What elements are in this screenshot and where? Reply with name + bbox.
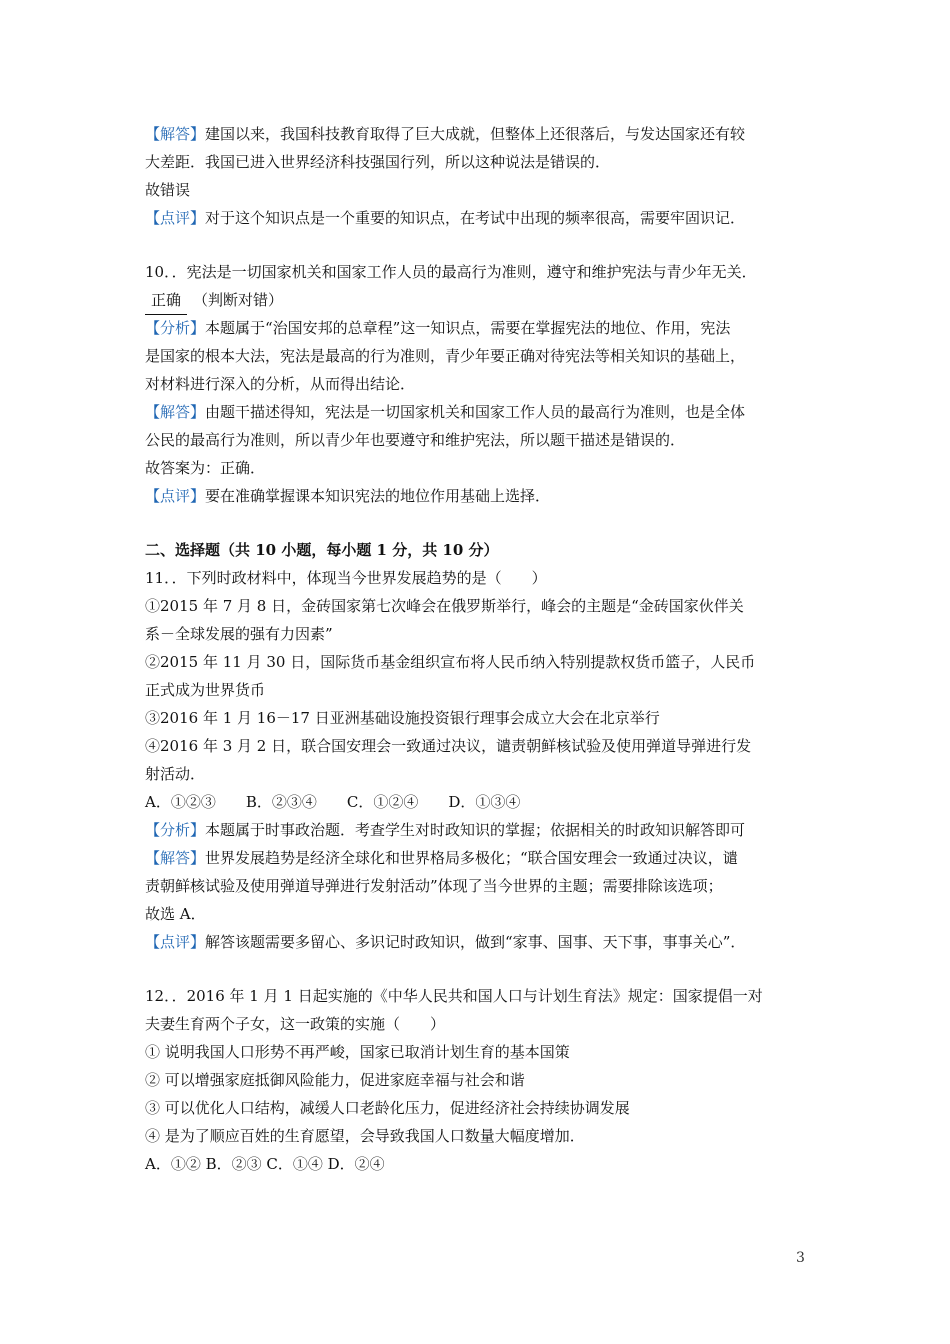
q11-option-1-line-1: ①2015 年 7 月 8 日，金砖国家第七次峰会在俄罗斯举行，峰会的主题是“金砖国家伙伴关 bbox=[145, 597, 744, 615]
q11-choices: A．①②③ B．②③④ C．①②④ D．①③④ bbox=[145, 793, 521, 811]
q9-answer: 故错误 bbox=[145, 181, 191, 199]
q12-option-2: ② 可以增强家庭抵御风险能力，促进家庭幸福与社会和谐 bbox=[145, 1071, 525, 1089]
q10-fenxi-line-3: 对材料进行深入的分析，从而得出结论． bbox=[145, 375, 416, 393]
spacer bbox=[145, 232, 825, 258]
q11-option-1-line-2: 系－全球发展的强有力因素” bbox=[145, 625, 333, 643]
q9-dianping: 【点评】对于这个知识点是一个重要的知识点，在考试中出现的频率很高，需要牢固识记． bbox=[145, 209, 746, 227]
dianping-tag: 【点评】 bbox=[145, 933, 206, 951]
q10-answer: 故答案为：正确． bbox=[145, 459, 266, 477]
jieda-tag: 【解答】 bbox=[145, 849, 206, 867]
spacer bbox=[145, 510, 825, 536]
q10-stem: 10．．宪法是一切国家机关和国家工作人员的最高行为准则，遵守和维护宪法与青少年无关． bbox=[145, 263, 757, 281]
q12-stem-line-2: 夫妻生育两个子女，这一政策的实施（ ） bbox=[145, 1015, 446, 1033]
q12-option-4: ④ 是为了顺应百姓的生育愿望，会导致我国人口数量大幅度增加． bbox=[145, 1127, 585, 1145]
jieda-tag: 【解答】 bbox=[145, 403, 206, 421]
dianping-tag: 【点评】 bbox=[145, 209, 206, 227]
q11-fenxi: 【分析】本题属于时事政治题．考查学生对时政知识的掌握；依据相关的时政知识解答即可 bbox=[145, 821, 746, 839]
q10-fenxi-line-2: 是国家的根本大法，宪法是最高的行为准则，青少年要正确对待宪法等相关知识的基础上， bbox=[145, 347, 746, 365]
jieda-tag: 【解答】 bbox=[145, 125, 206, 143]
q11-answer: 故选 A． bbox=[145, 905, 206, 923]
q12-option-3: ③ 可以优化人口结构，减缓人口老龄化压力，促进经济社会持续协调发展 bbox=[145, 1099, 630, 1117]
q9-jieda-line-1: 【解答】建国以来，我国科技教育取得了巨大成就，但整体上还很落后，与发达国家还有较 bbox=[145, 125, 746, 143]
q10-dianping: 【点评】要在准确掌握课本知识宪法的地位作用基础上选择． bbox=[145, 487, 551, 505]
q10-jieda-line-2: 公民的最高行为准则，所以青少年也要遵守和维护宪法，所以题干描述是错误的． bbox=[145, 431, 686, 449]
q11-jieda-line-2: 责朝鲜核试验及使用弹道导弹进行发射活动”体现了当今世界的主题；需要排除该选项； bbox=[145, 877, 723, 895]
q11-option-3: ③2016 年 1 月 16－17 日亚洲基础设施投资银行理事会成立大会在北京举行 bbox=[145, 709, 660, 727]
q11-option-4-line-1: ④2016 年 3 月 2 日，联合国安理会一致通过决议，谴责朝鲜核试验及使用弹道导弹进行发 bbox=[145, 737, 752, 755]
q12-choices: A．①② B．②③ C．①④ D．②④ bbox=[145, 1155, 385, 1173]
q11-jieda-line-1: 【解答】世界发展趋势是经济全球化和世界格局多极化；“联合国安理会一致通过决议，谴 bbox=[145, 849, 738, 867]
q10-answer-blank: 正确 bbox=[145, 286, 187, 315]
q11-stem: 11．．下列时政材料中，体现当今世界发展趋势的是（ ） bbox=[145, 569, 547, 587]
q10-jieda-line-1: 【解答】由题干描述得知，宪法是一切国家机关和国家工作人员的最高行为准则，也是全体 bbox=[145, 403, 746, 421]
dianping-tag: 【点评】 bbox=[145, 487, 206, 505]
page-number: 3 bbox=[796, 1250, 805, 1266]
q11-option-2-line-2: 正式成为世界货币 bbox=[145, 681, 266, 699]
spacer bbox=[145, 956, 825, 982]
q12-stem-line-1: 12．．2016 年 1 月 1 日起实施的《中华人民共和国人口与计划生育法》规定：国家提倡一对 bbox=[145, 987, 763, 1005]
fenxi-tag: 【分析】 bbox=[145, 319, 206, 337]
q11-dianping: 【点评】解答该题需要多留心、多识记时政知识，做到“家事、国事、天下事，事事关心”． bbox=[145, 933, 746, 951]
document-page bbox=[145, 120, 825, 1178]
q10-question-type: （判断对错） bbox=[193, 291, 284, 309]
q10-answer-line bbox=[145, 286, 825, 314]
section-2-title: 二、选择题（共 10 小题，每小题 1 分，共 10 分） bbox=[145, 541, 499, 559]
q11-option-2-line-1: ②2015 年 11 月 30 日，国际货币基金组织宣布将人民币纳入特别提款权货币篮子，人民币 bbox=[145, 653, 756, 671]
q10-fenxi-line-1: 【分析】本题属于“治国安邦的总章程”这一知识点，需要在掌握宪法的地位、作用，宪法 bbox=[145, 319, 731, 337]
q11-option-4-line-2: 射活动． bbox=[145, 765, 206, 783]
q9-jieda-line-2: 大差距．我国已进入世界经济科技强国行列，所以这种说法是错误的． bbox=[145, 153, 611, 171]
fenxi-tag: 【分析】 bbox=[145, 821, 206, 839]
q12-option-1: ① 说明我国人口形势不再严峻，国家已取消计划生育的基本国策 bbox=[145, 1043, 570, 1061]
